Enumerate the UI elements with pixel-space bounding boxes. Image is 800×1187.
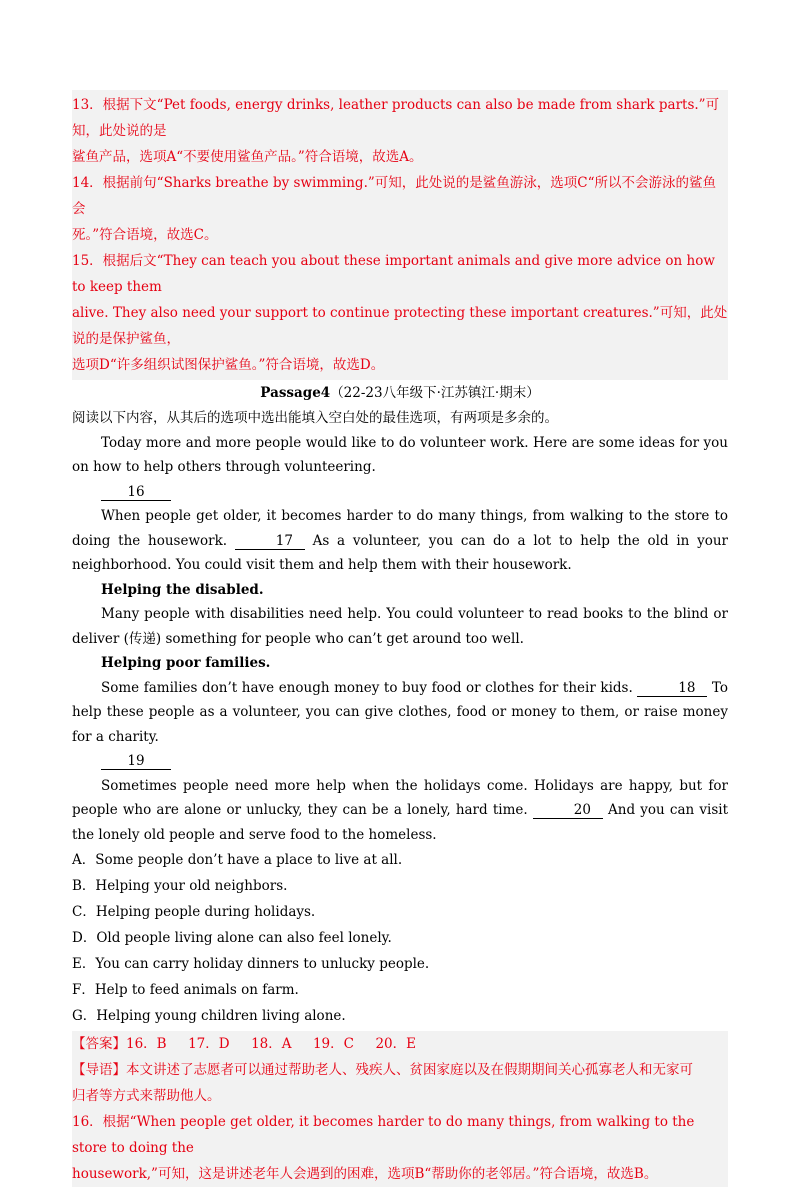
explanation-16-line1: 16．根据“When people get older, it becomes harder to do many things, from walking to the store to doing the	[72, 1114, 695, 1156]
blank-19: 19	[101, 754, 171, 770]
paragraph-disabled: Many people with disabilities need help. You could volunteer to read books to the blind or deliver (传递) something for people who can’t get around too well.	[72, 606, 728, 647]
option-d: D．Old people living alone can also feel lonely.	[72, 930, 392, 946]
passage-intro: Today more and more people would like to do volunteer work. Here are some ideas for you on how to help others through volunteering.	[72, 434, 728, 475]
answer-16: 16．B	[126, 1036, 167, 1052]
explanation-15-line2: alive. They also need your support to continue protecting these important creatures.”可知，此处说的是保护鲨鱼，	[72, 305, 728, 347]
answer-block	[72, 1031, 728, 1187]
guide-line-1	[72, 1057, 728, 1083]
answer-18: 18．A	[251, 1036, 292, 1052]
answer-20: 20．E	[375, 1036, 416, 1052]
explanation-block-13-15	[72, 90, 728, 380]
explanation-15-line3: 选项D“许多组织试图保护鲨鱼。”符合语境，故选D。	[72, 357, 385, 373]
blank-18: 18	[637, 681, 707, 697]
answer-label: 【答案】	[72, 1036, 126, 1052]
explanation-13-line2: 鲨鱼产品，选项A“不要使用鲨鱼产品。”符合语境，故选A。	[72, 149, 423, 165]
blank-17: 17	[235, 534, 305, 550]
document-page	[72, 90, 728, 1187]
paragraph-old-people-text-b: As a volunteer, you can do a lot to help the old in your neighborhood. You could visit them and help them with their housework.	[72, 532, 729, 573]
paragraph-holidays-text-a: Sometimes people need more help when the holidays come. Holidays are happy, but for people who are alone or unlucky, they can be a lonely, hard time.	[72, 777, 728, 818]
option-f: F．Help to feed animals on farm.	[72, 982, 299, 998]
explanation-16-line2: housework,”可知，这是讲述老年人会遇到的困难，选项B“帮助你的老邻居。”符合语境，故选B。	[72, 1166, 658, 1182]
blank-16-line	[72, 480, 728, 505]
paragraph-old-people	[72, 504, 728, 578]
paragraph-poor-text-a: Some families don’t have enough money to buy food or clothes for their kids.	[101, 679, 633, 696]
answer-line	[72, 1031, 728, 1057]
answer-17: 17．D	[188, 1036, 230, 1052]
explanation-14-line1: 14．根据前句“Sharks breathe by swimming.”可知，此处说的是鲨鱼游泳，选项C“所以不会游泳的鲨鱼会	[72, 175, 716, 217]
options-list	[72, 847, 728, 1029]
heading-helping-poor: Helping poor families.	[101, 655, 271, 671]
option-g: G．Helping young children living alone.	[72, 1008, 346, 1024]
explanation-15-line1: 15．根据后文“They can teach you about these important animals and give more advice on how to keep them	[72, 253, 715, 295]
explanation-14-line2: 死。”符合语境，故选C。	[72, 227, 218, 243]
blank-16: 16	[101, 485, 171, 501]
blank-19-line	[72, 749, 728, 774]
paragraph-holidays-text-b: And you can visit the lonely old people and serve food to the homeless.	[72, 802, 729, 843]
explanation-13-line1: 13．根据下文“Pet foods, energy drinks, leather products can also be made from shark parts.”可知，此处说的是	[72, 97, 720, 139]
heading-helping-disabled: Helping the disabled.	[101, 581, 264, 598]
option-c: C．Helping people during holidays.	[72, 904, 316, 920]
guide-line-2: 归者等方式来帮助他人。	[72, 1088, 221, 1104]
guide-text-1: 本文讲述了志愿者可以通过帮助老人、残疾人、贫困家庭以及在假期期间关心孤寡老人和无家可	[126, 1062, 693, 1078]
paragraph-poor-text-b: To help these people as a volunteer, you can give clothes, food or money to them, or raise money for a charity.	[72, 679, 728, 745]
passage-instruction: 阅读以下内容，从其后的选项中选出能填入空白处的最佳选项，有两项是多余的。	[72, 410, 558, 426]
paragraph-holidays	[72, 774, 728, 848]
paragraph-old-people-text-a: When people get older, it becomes harder to do many things, from walking to the store to doing the housework.	[72, 508, 728, 549]
option-a: A．Some people don’t have a place to live at all.	[72, 852, 403, 868]
passage-title-source: （22-23八年级下·江苏镇江·期末）	[330, 385, 540, 401]
blank-20: 20	[533, 803, 603, 819]
passage-title	[72, 380, 728, 406]
option-e: E．You can carry holiday dinners to unlucky people.	[72, 956, 430, 972]
passage-title-bold: Passage4	[260, 385, 331, 401]
answer-19: 19．C	[312, 1036, 354, 1052]
paragraph-poor-families	[72, 676, 728, 750]
option-b: B．Helping your old neighbors.	[72, 878, 288, 894]
guide-label: 【导语】	[72, 1062, 126, 1078]
